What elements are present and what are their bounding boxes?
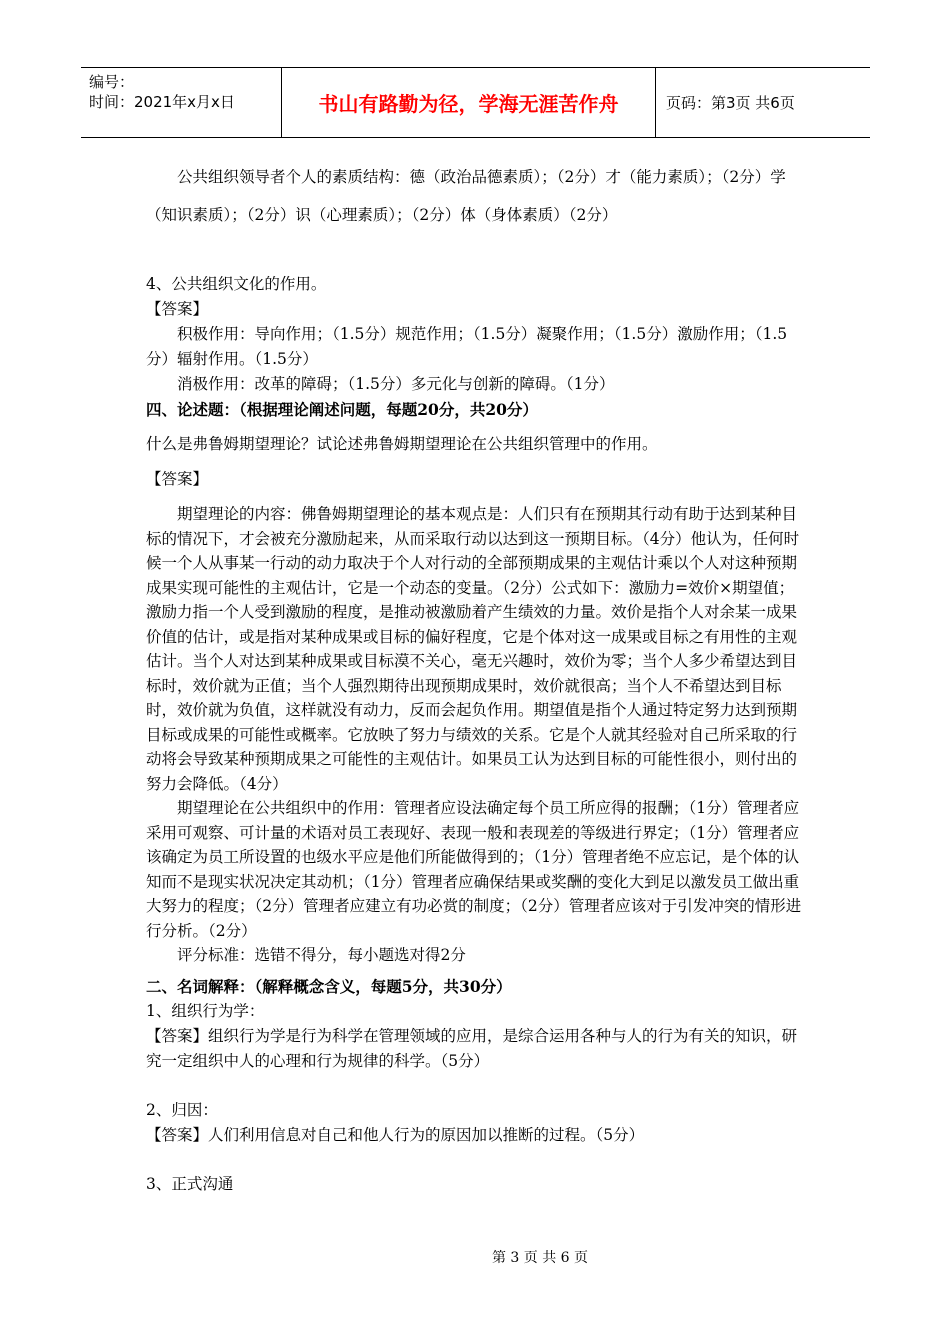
motto: 书山有路勤为径，学海无涯苦作舟 [282,68,656,137]
term-1-answer: 【答案】组织行为学是行为科学在管理领域的应用，是综合运用各种与人的行为有关的知识，研究一定组织中人的心理和行为规律的科学。（5分） [146,1027,798,1070]
grading-standard: 评分标准：选错不得分，每小题选对得2分 [177,946,466,964]
number-label: 编号： [89,73,135,91]
header-meta [81,68,282,137]
q4-negative-effects: 消极作用：改革的障碍；（1.5分）多元化与创新的障碍。（1分） [177,375,615,393]
document-body [146,158,806,1197]
essay-answer-label: 【答案】 [146,470,209,488]
section-2-title: 二、名词解释：（解释概念含义，每题5分，共30分） [146,977,512,996]
section-4-title: 四、论述题：（根据理论阐述问题，每题20分，共20分） [146,400,538,419]
page-footer [0,1247,950,1267]
essay-paragraph-1: 期望理论的内容：佛鲁姆期望理论的基本观点是：人们只有在预期其行动有助于达到某种目标的情况下，才会被充分激励起来，从而采取行动以达到这一预期目标。（4分）他认为，任何时候一个人从事某一行动的动力取决于个人对行动的全部预期成果的主观估计乘以个人对这种预期成果实现可能性的主观估计，它是一个动态的变量。（2分）公式如下：激励力=效价×期望值；激励力指一个人受到激励的程度，是推动被激励着产生绩效的力量。效价是指个人对余某一成果价值的估计，或是指对某种成果或目标的偏好程度，它是个体对这一成果或目标之有用性的主观估计。当个人对达到某种成果或目标漠不关心，毫无兴趣时，效价为零；当个人多少希望达到目标时，效价就为正值；当个人强烈期待出现预期成果时，效价就很高；当个人不希望达到目标时，效价就为负值，这样就没有动力，反而会起负作用。期望值是指个人通过特定努力达到预期目标或成果的可能性或概率。它放映了努力与绩效的关系。它是个人就其经验对自己所采取的行动将会导致某种预期成果之可能性的主观估计。如果员工认为达到目标的可能性很小，则付出的努力会降低。（4分） [146,505,800,793]
answer-label: 【答案】 [146,300,209,318]
term-2-title: 2、归因： [146,1101,218,1119]
leader-quality-paragraph: 公共组织领导者个人的素质结构：德（政治品德素质）；（2分）才（能力素质）；（2分）学（知识素质）；（2分）识（心理素质）；（2分）体（身体素质）（2分） [146,168,786,224]
q4-positive-effects: 积极作用：导向作用；（1.5分）规范作用；（1.5分）凝聚作用；（1.5分）激励作用；（1.5分）辐射作用。（1.5分） [146,325,788,368]
term-1-title: 1、组织行为学： [146,1002,265,1020]
page-info: 页码：第3页 共6页 [666,94,795,112]
footer-page-number: 第 3 页 共 6 页 [491,1250,589,1266]
question-4-title: 4、公共组织文化的作用。 [146,275,327,293]
essay-question: 什么是弗鲁姆期望理论？试论述弗鲁姆期望理论在公共组织管理中的作用。 [146,435,658,453]
date-label: 时间：2021年x月x日 [89,93,235,111]
term-2-answer: 【答案】人们利用信息对自己和他人行为的原因加以推断的过程。（5分） [146,1126,645,1144]
term-3-title: 3、正式沟通 [146,1175,234,1193]
page-header [81,67,870,138]
essay-paragraph-2: 期望理论在公共组织中的作用：管理者应设法确定每个员工所应得的报酬；（1分）管理者应采用可观察、可计量的术语对员工表现好、表现一般和表现差的等级进行界定；（1分）管理者应该确定为员工所设置的也级水平应是他们所能做得到的；（1分）管理者绝不应忘记，是个体的认知而不是现实状况决定其动机；（1分）管理者应确保结果或奖酬的变化大到足以激发员工做出重大努力的程度；（2分）管理者应建立有功必赏的制度；（2分）管理者应该对于引发冲突的情形进行分析。（2分） [146,799,802,940]
